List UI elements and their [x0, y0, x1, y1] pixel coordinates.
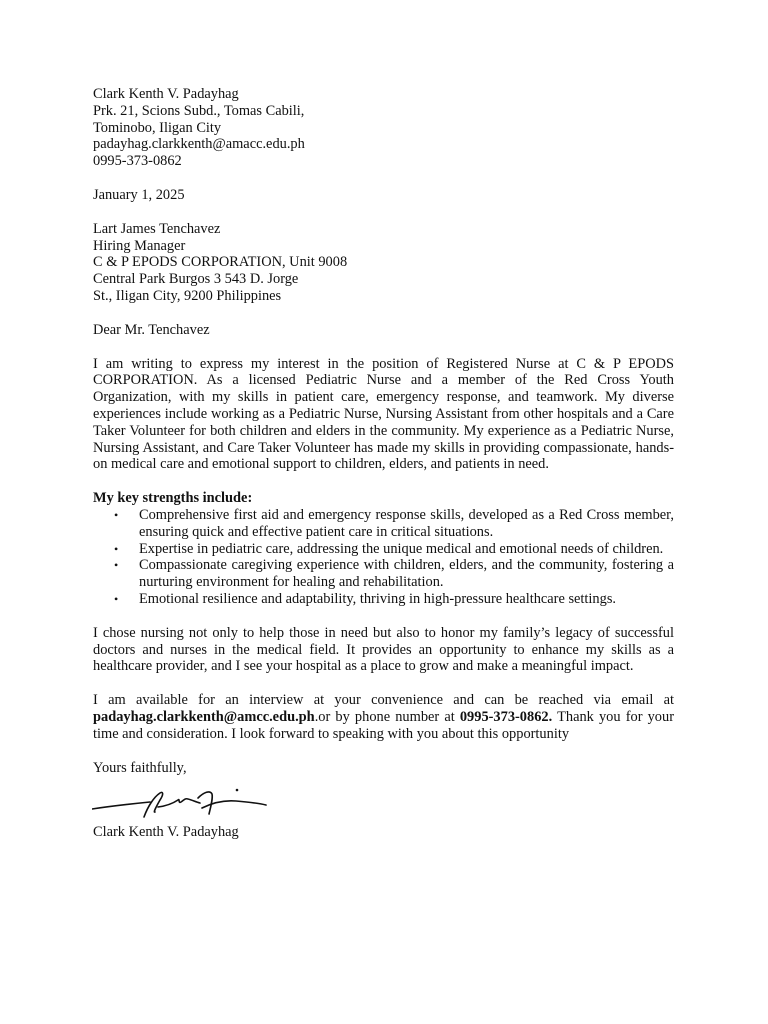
availability-email: padayhag.clarkkenth@amcc.edu.ph [93, 708, 315, 725]
sender-address-line2: Tominobo, Iligan City [93, 119, 222, 136]
list-item [93, 557, 674, 591]
recipient-name: Lart James Tenchavez [93, 220, 221, 237]
strengths-heading: My key strengths include: [93, 490, 253, 507]
bullet-icon: • [114, 541, 119, 556]
recipient-company: C & P EPODS CORPORATION, Unit 9008 [93, 254, 348, 271]
list-item [93, 591, 674, 608]
date-text: January 1, 2025 [93, 186, 185, 203]
letter-date [93, 187, 674, 204]
closing: Yours faithfully, [93, 759, 187, 776]
signature-name: Clark Kenth V. Padayhag [93, 824, 239, 841]
list-item [93, 541, 674, 558]
list-item [93, 507, 674, 541]
sender-address-line1: Prk. 21, Scions Subd., Tomas Cabili, [93, 102, 305, 119]
availability-text-part2: .or by phone number at [314, 708, 460, 725]
sender-block [93, 86, 674, 170]
cover-letter [93, 86, 674, 841]
list-item-text: Expertise in pediatric care, addressing the unique medical and emotional needs of children. [139, 540, 664, 557]
bullet-icon: • [114, 558, 119, 573]
bullet-icon: • [114, 591, 119, 606]
list-item-text: Compassionate caregiving experience with children, elders, and the community, fostering a nurturing environment for healing and rehabilitation. [139, 557, 674, 591]
recipient-block [93, 221, 674, 305]
availability-text-part3: Thank you for your time and consideration. I look forward to speaking with you about this opportunity [93, 708, 674, 742]
availability-text-part1: I am available for an interview at your convenience and can be reached via email at [93, 692, 674, 709]
signature-image [92, 780, 674, 820]
recipient-address-line2: St., Iligan City, 9200 Philippines [93, 287, 282, 304]
list-item-text: Comprehensive first aid and emergency response skills, developed as a Red Cross member, ensuring quick and effective patient care in critical situations. [139, 506, 674, 540]
recipient-title: Hiring Manager [93, 237, 186, 254]
intro-paragraph: I am writing to express my interest in the position of Registered Nurse at C & P EPODS CORPORATION. As a licensed Pediatric Nurse and a member of the Red Cross Youth Organization, with my skills in patient care, emergency response, and teamwork. My diverse experiences include working as a Pediatric Nurse, Nursing Assistant from other hospitals and a Care Taker Volunteer for both children and elders in the community. My experience as a Pediatric Nurse, Nursing Assistant, and Care Taker Volunteer has made my skills in providing compassionate, hands-on medical care and emotional support to children, elders, and patients in need. [93, 355, 674, 473]
availability-phone: 0995-373-0862. [459, 708, 553, 725]
signature-scribble-icon [92, 780, 272, 820]
availability-paragraph [93, 692, 674, 742]
bullet-icon: • [114, 507, 119, 522]
sender-name: Clark Kenth V. Padayhag [93, 86, 239, 102]
strengths-list [93, 507, 674, 608]
recipient-address-line1: Central Park Burgos 3 543 D. Jorge [93, 271, 299, 288]
motivation-paragraph: I chose nursing not only to help those in need but also to honor my family’s legacy of successful doctors and nurses in the medical field. It provides an opportunity to enhance my skills as a healthcare provider, and I see your hospital as a place to grow and make a meaningful impact. [93, 624, 674, 675]
sender-email: padayhag.clarkkenth@amacc.edu.ph [93, 136, 305, 153]
list-item-text: Emotional resilience and adaptability, thriving in high-pressure healthcare settings. [139, 590, 617, 607]
salutation: Dear Mr. Tenchavez [93, 321, 210, 338]
sender-phone: 0995-373-0862 [93, 153, 182, 170]
